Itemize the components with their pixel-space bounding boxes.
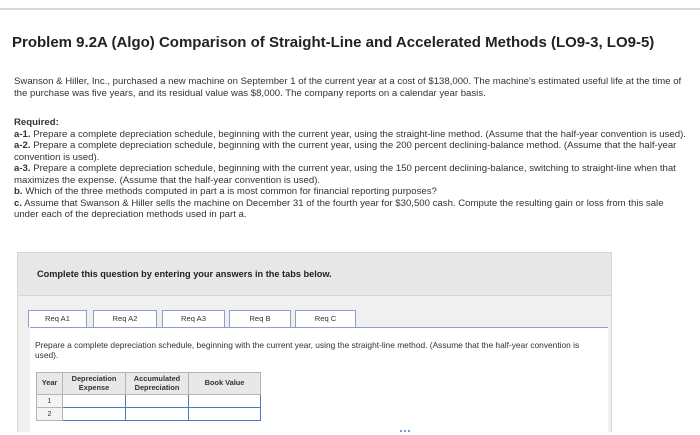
required-heading: Required: bbox=[14, 117, 59, 128]
requirement-b bbox=[14, 186, 690, 198]
dot bbox=[400, 430, 402, 432]
header-line: Accumulated bbox=[133, 373, 181, 383]
tab-content bbox=[30, 327, 608, 432]
requirement-text: Which of the three methods computed in part a is most common for financial reporting purposes? bbox=[22, 186, 437, 197]
year-cell: 1 bbox=[37, 395, 63, 408]
tab-req-a1[interactable]: Req A1 bbox=[28, 310, 87, 328]
requirement-label: c. bbox=[14, 197, 23, 209]
depreciation-expense-input[interactable] bbox=[63, 395, 126, 408]
header-line: Depreciation bbox=[71, 373, 117, 383]
tab-req-c[interactable]: Req C bbox=[295, 310, 356, 328]
requirement-text: Prepare a complete depreciation schedule, beginning with the current year, using the 200 percent declining-balance method. (Assume that the half-year convention is used). bbox=[14, 140, 677, 163]
header-line: Expense bbox=[78, 382, 110, 392]
accumulated-depreciation-input[interactable] bbox=[126, 395, 189, 408]
requirement-c bbox=[14, 198, 690, 221]
tab-req-a3[interactable]: Req A3 bbox=[162, 310, 225, 328]
year-cell: 2 bbox=[37, 408, 63, 421]
problem-intro: Swanson & Hiller, Inc., purchased a new machine on September 1 of the current year at a cost of $138,000. The machine's estimated useful life at the time of the purchase was five years, and its residual value was $8,000. The company reports on a calendar year basis. bbox=[14, 76, 682, 99]
tab-instruction: Prepare a complete depreciation schedule, beginning with the current year, using the straight-line method. (Assume that the half-year convention is used). bbox=[35, 340, 580, 360]
dot bbox=[408, 430, 410, 432]
tab-req-a2[interactable]: Req A2 bbox=[93, 310, 157, 328]
depreciation-expense-input[interactable] bbox=[63, 408, 126, 421]
header-depreciation-expense bbox=[63, 373, 126, 395]
requirement-a1 bbox=[14, 129, 690, 141]
depreciation-table bbox=[36, 372, 261, 421]
requirement-text: Assume that Swanson & Hiller sells the machine on December 31 of the fourth year for $30,500 cash. Compute the resulting gain or loss from this sale under each of the depreciation methods used in part a. bbox=[14, 197, 664, 220]
header-accumulated-depreciation bbox=[126, 373, 189, 395]
problem-title: Problem 9.2A (Algo) Comparison of Straight-Line and Accelerated Methods (LO9-3, LO9-5) bbox=[12, 34, 655, 51]
tab-req-b[interactable]: Req B bbox=[229, 310, 291, 328]
requirement-label: b. bbox=[14, 186, 23, 197]
table-row bbox=[37, 408, 261, 421]
requirement-a2 bbox=[14, 140, 690, 163]
question-panel bbox=[17, 252, 612, 296]
requirement-label: a-3. bbox=[14, 163, 31, 174]
requirement-label: a-1. bbox=[14, 128, 31, 140]
requirement-a3 bbox=[14, 163, 690, 186]
header-book-value: Book Value bbox=[189, 373, 261, 395]
more-dots-icon bbox=[400, 430, 412, 434]
requirements-block bbox=[14, 117, 690, 221]
dot bbox=[404, 430, 406, 432]
book-value-input[interactable] bbox=[189, 408, 261, 421]
tabs-area bbox=[17, 296, 612, 432]
accumulated-depreciation-input[interactable] bbox=[126, 408, 189, 421]
requirement-label: a-2. bbox=[14, 140, 31, 151]
table-row bbox=[37, 395, 261, 408]
header-year: Year bbox=[37, 373, 63, 395]
top-border bbox=[0, 8, 700, 10]
header-line: Depreciation bbox=[134, 382, 180, 392]
requirement-text: Prepare a complete depreciation schedule, beginning with the current year, using the straight-line method. (Assume that the half-year convention is used). bbox=[30, 128, 686, 140]
question-panel-text: Complete this question by entering your answers in the tabs below. bbox=[37, 269, 332, 279]
table-header-row bbox=[37, 373, 261, 395]
book-value-input[interactable] bbox=[189, 395, 261, 408]
requirement-text: Prepare a complete depreciation schedule, beginning with the current year, using the 150 percent declining-balance, switching to straight-line when that maximizes the expense. (Assume that the half-year convention is used). bbox=[14, 163, 676, 186]
